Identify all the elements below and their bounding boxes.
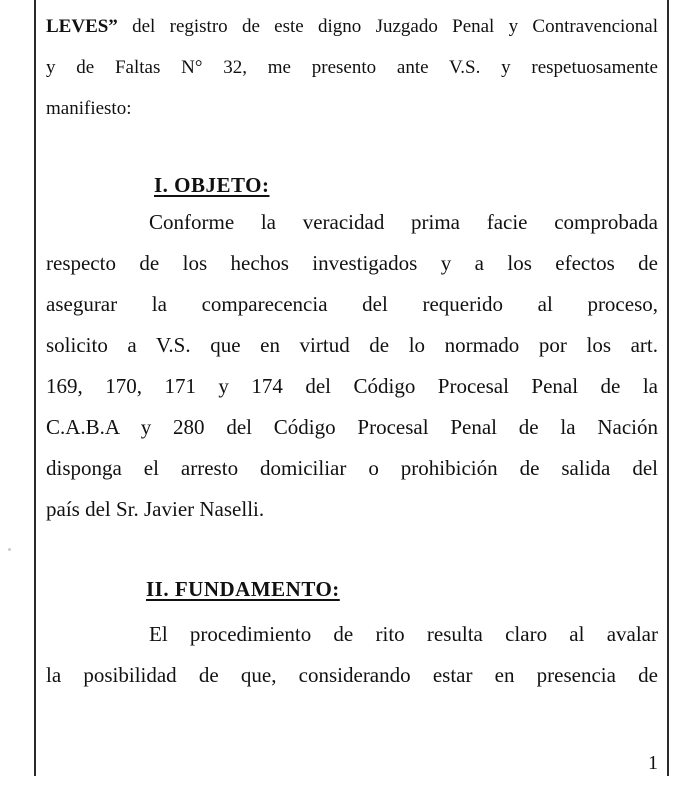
- objeto-line-1: Conforme la veracidad prima facie comprobada: [149, 210, 658, 234]
- fundamento-line-1: El procedimiento de rito resulta claro al avalar: [149, 622, 658, 646]
- intro-line-1-text: del registro de este digno Juzgado Penal y Contravencional: [117, 16, 658, 37]
- objeto-line-2: respecto de los hechos investigados y a los efectos de: [46, 251, 658, 275]
- section-fundamento-heading: II. FUNDAMENTO:: [146, 577, 340, 601]
- section-objeto-heading: I. OBJETO:: [154, 173, 270, 197]
- intro-line-3: manifiesto:: [46, 98, 132, 119]
- page-number: 1: [648, 752, 658, 774]
- objeto-line-7: disponga el arresto domiciliar o prohibición de salida del: [46, 456, 658, 480]
- objeto-line-3: asegurar la comparecencia del requerido al proceso,: [46, 292, 658, 316]
- objeto-line-5: 169, 170, 171 y 174 del Código Procesal Penal de la: [46, 374, 658, 398]
- right-margin-rule: [667, 0, 669, 776]
- intro-line-2: y de Faltas N° 32, me presento ante V.S. y respetuosamente: [46, 57, 658, 78]
- objeto-line-4: solicito a V.S. que en virtud de lo normado por los art.: [46, 333, 658, 357]
- objeto-line-6: C.A.B.A y 280 del Código Procesal Penal de la Nación: [46, 415, 658, 439]
- intro-bold-lead: LEVES”: [46, 16, 118, 37]
- objeto-line-8: país del Sr. Javier Naselli.: [46, 497, 265, 521]
- section-objeto-body: [46, 202, 658, 530]
- intro-paragraph: [46, 6, 658, 129]
- left-margin-rule: [34, 0, 36, 776]
- scan-speck: [8, 548, 11, 551]
- fundamento-line-2: la posibilidad de que, considerando estar en presencia de: [46, 663, 658, 687]
- intro-line-1: [46, 6, 658, 47]
- section-fundamento-body: [46, 614, 658, 696]
